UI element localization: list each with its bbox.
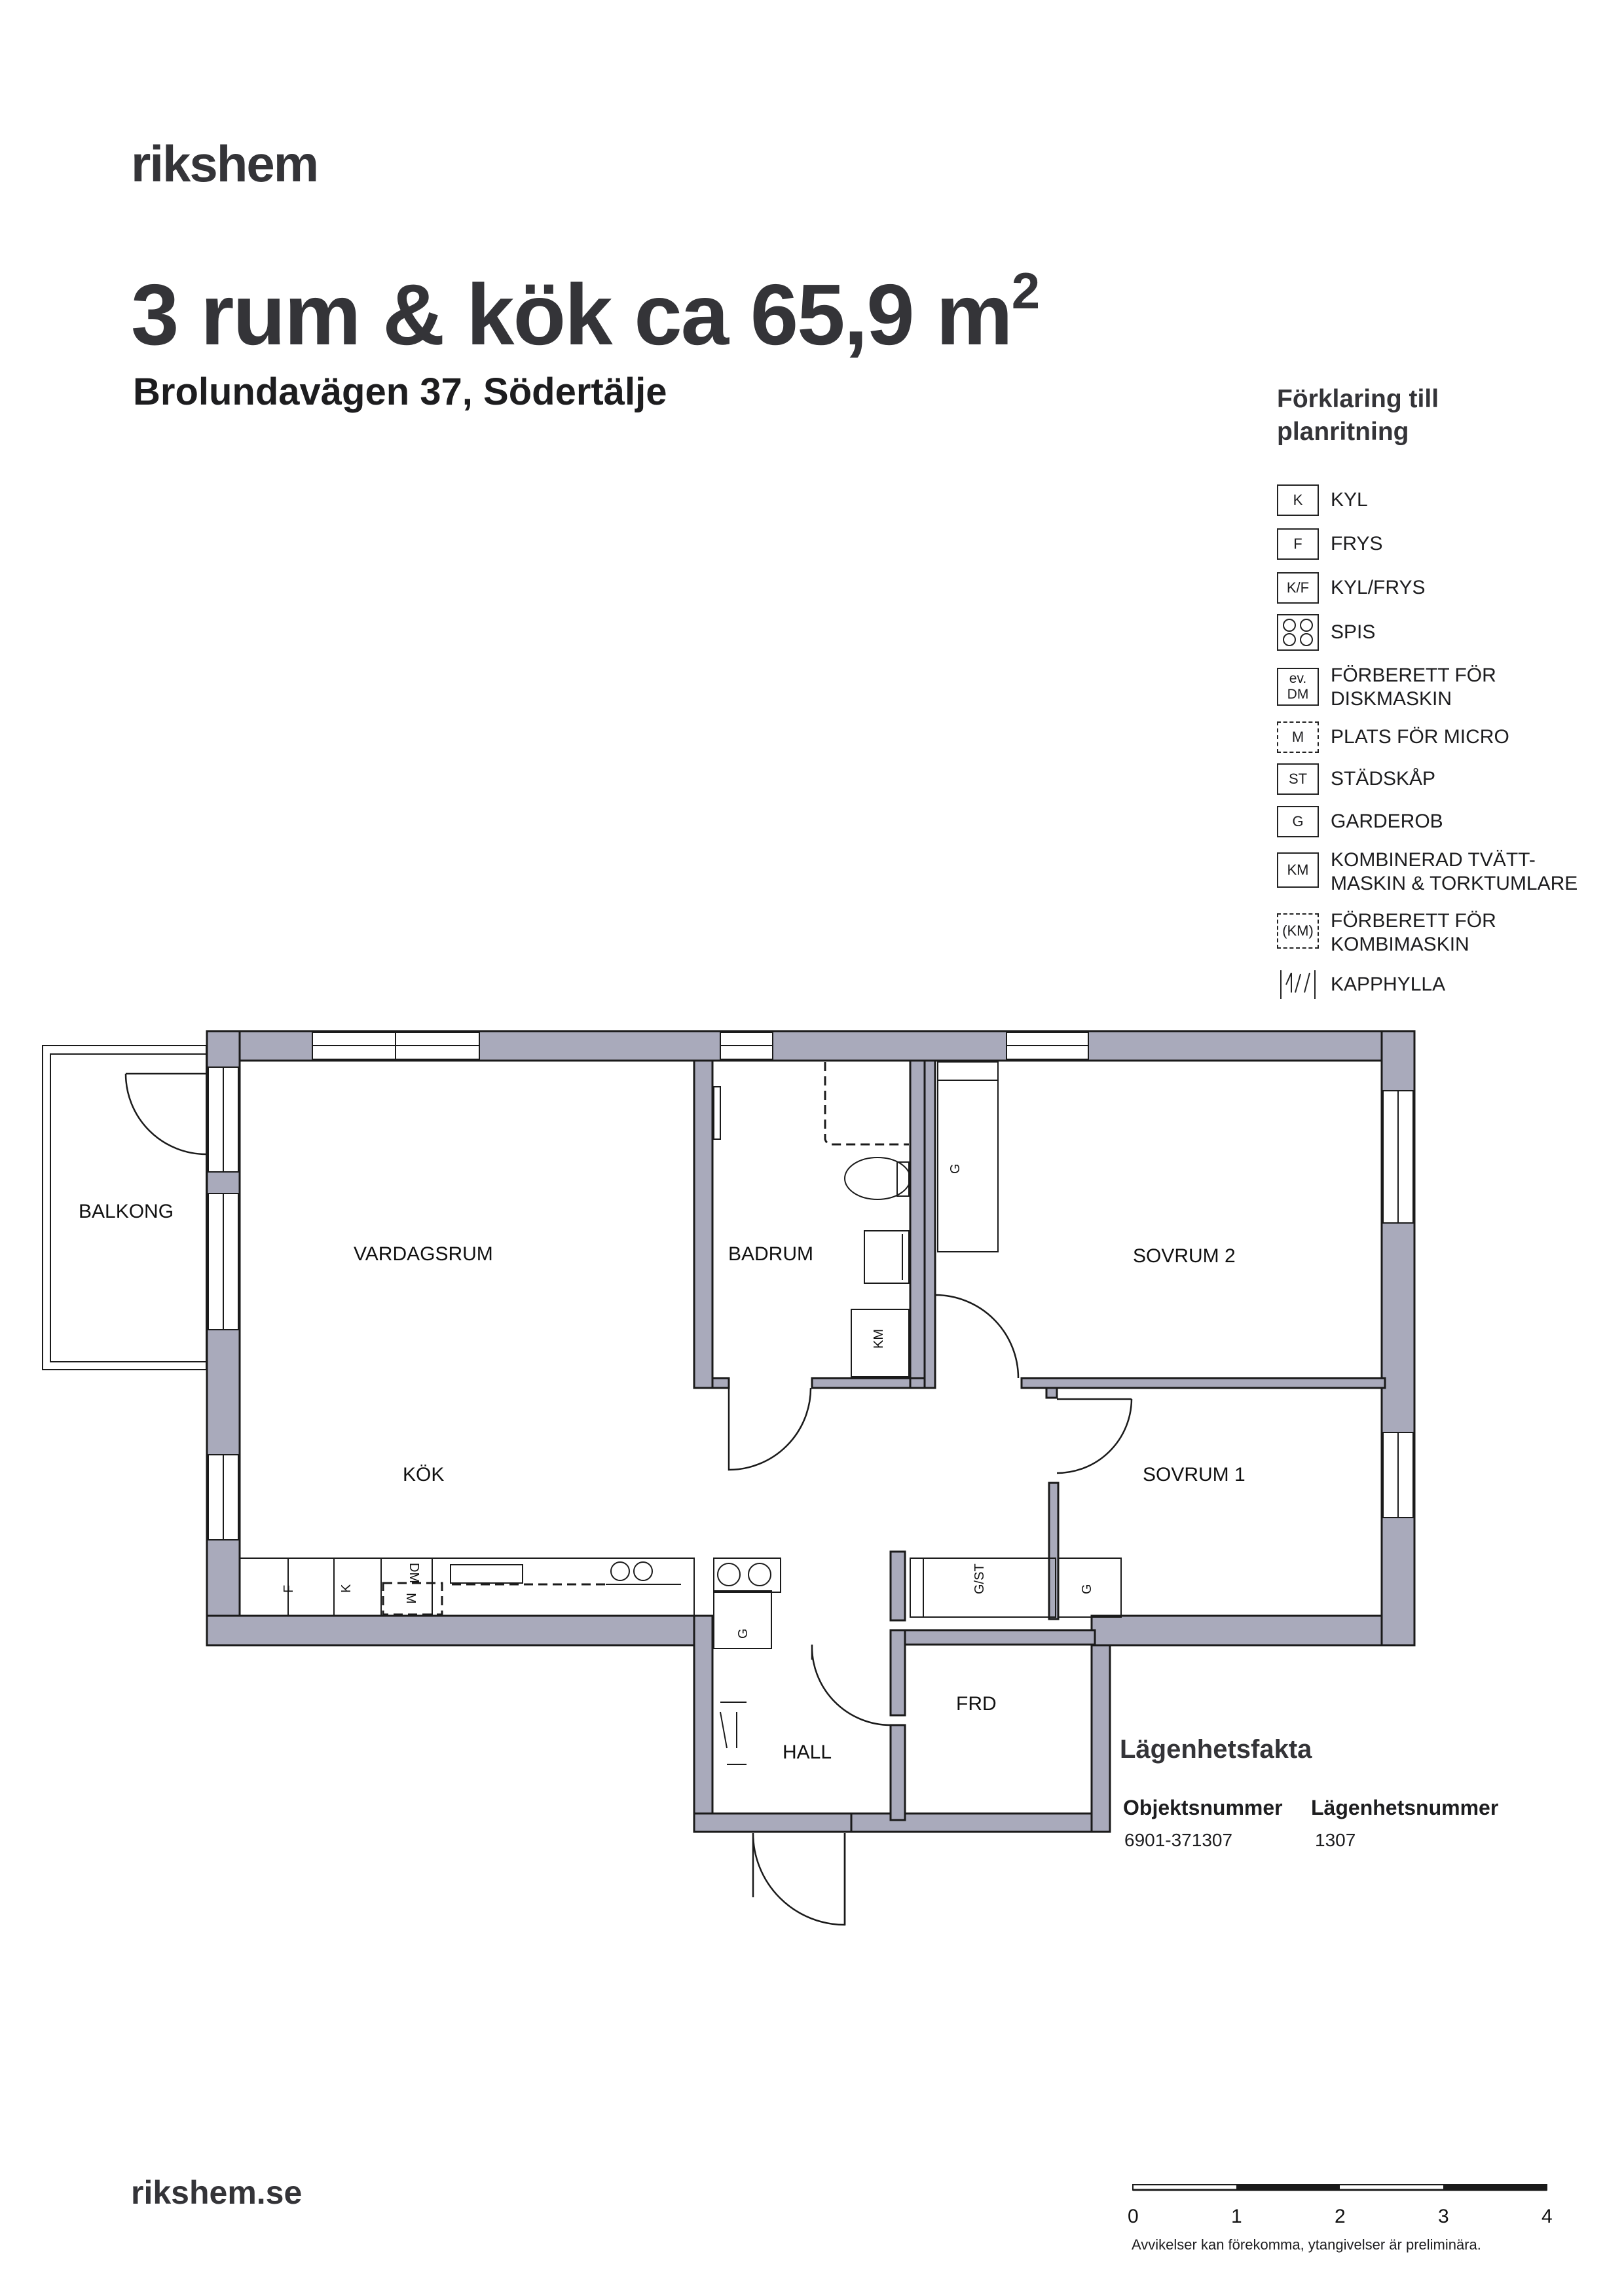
scale-tick-3: 3: [1438, 2206, 1449, 2227]
legend-label-km: KOMBINERAD TVÄTT-MASKIN & TORKTUMLARE: [1331, 849, 1578, 894]
legend-label-kapphylla: KAPPHYLLA: [1331, 974, 1446, 995]
facts-objekt-value: 6901-371307: [1124, 1830, 1233, 1850]
fixture-label-micro: M: [403, 1593, 418, 1604]
facts-lgh-value: 1307: [1315, 1830, 1356, 1850]
interior-walls: [694, 1061, 1385, 1820]
room-label-frd: FRD: [956, 1693, 997, 1715]
legend-symbol-kylfrys: K/F: [1277, 572, 1319, 604]
legend-symbol-frys: F: [1277, 528, 1319, 560]
legend-label-kylfrys: KYL/FRYS: [1331, 577, 1426, 598]
facts-lgh-label: Lägenhetsnummer: [1311, 1796, 1499, 1819]
address: Brolundavägen 37, Södertälje: [133, 371, 667, 413]
fixture-label-g-sovrum1: G: [1080, 1584, 1094, 1594]
legend-label-kombimaskin: FÖRBERETT FÖR KOMBIMASKIN: [1331, 910, 1496, 955]
room-label-sovrum1: SOVRUM 1: [1143, 1464, 1246, 1485]
legend-symbol-stadskap: ST: [1277, 763, 1319, 795]
scale-bar: [1133, 2185, 1547, 2190]
legend-symbol-dm: ev. DM: [1277, 668, 1319, 706]
room-label-balkong: BALKONG: [79, 1201, 174, 1222]
legend-label-garderob: GARDEROB: [1331, 811, 1443, 832]
facts-title: Lägenhetsfakta: [1120, 1735, 1312, 1764]
scale-tick-0: 0: [1128, 2206, 1139, 2227]
footer-website: rikshem.se: [131, 2174, 303, 2211]
room-label-hall: HALL: [783, 1741, 832, 1763]
fixture-label-g-sovrum2: G: [948, 1163, 963, 1174]
kitchen-counter: [240, 1558, 694, 1616]
facts-objekt-label: Objektsnummer: [1123, 1796, 1283, 1819]
room-label-badrum: BADRUM: [728, 1243, 814, 1265]
legend-title: Förklaring till planritning: [1277, 385, 1439, 446]
legend-symbol-kombimaskin: (KM): [1277, 913, 1319, 949]
legend-symbol-km: KM: [1277, 852, 1319, 888]
scale-tick-4: 4: [1541, 2206, 1553, 2227]
legend-label-kyl: KYL: [1331, 489, 1368, 511]
scale-tick-1: 1: [1231, 2206, 1242, 2227]
page-title-text: 3 rum & kök ca 65,9 m: [131, 266, 1012, 363]
fixture-label-gst: G/ST: [972, 1563, 987, 1594]
legend-label-micro: PLATS FÖR MICRO: [1331, 726, 1509, 748]
outer-walls: [207, 1031, 1414, 1832]
legend-label-frys: FRYS: [1331, 533, 1383, 555]
fixture-label-km: KM: [872, 1329, 886, 1349]
legend-label-stadskap: STÄDSKÅP: [1331, 768, 1436, 790]
room-label-kok: KÖK: [403, 1464, 445, 1485]
room-label-vardagsrum: VARDAGSRUM: [354, 1243, 493, 1265]
legend-symbol-micro: M: [1277, 721, 1319, 753]
area-superscript: 2: [1011, 262, 1039, 319]
legend-label-dm: FÖRBERETT FÖR DISKMASKIN: [1331, 665, 1496, 710]
fixture-label-frys: F: [282, 1584, 296, 1593]
legend-label-spis: SPIS: [1331, 621, 1376, 643]
legend-symbol-garderob: G: [1277, 806, 1319, 837]
brand-logo: rikshem: [131, 135, 318, 192]
fixture-label-g-hall: G: [736, 1628, 750, 1639]
disclaimer: Avvikelser kan förekomma, ytangivelser är preliminära.: [1132, 2236, 1481, 2253]
doors: [126, 1074, 1132, 1925]
scale-tick-2: 2: [1335, 2206, 1346, 2227]
fixture-label-kyl: K: [339, 1584, 354, 1593]
fixture-label-dm: DM: [407, 1563, 421, 1584]
room-label-sovrum2: SOVRUM 2: [1133, 1245, 1236, 1267]
legend-symbol-kyl: K: [1277, 484, 1319, 516]
